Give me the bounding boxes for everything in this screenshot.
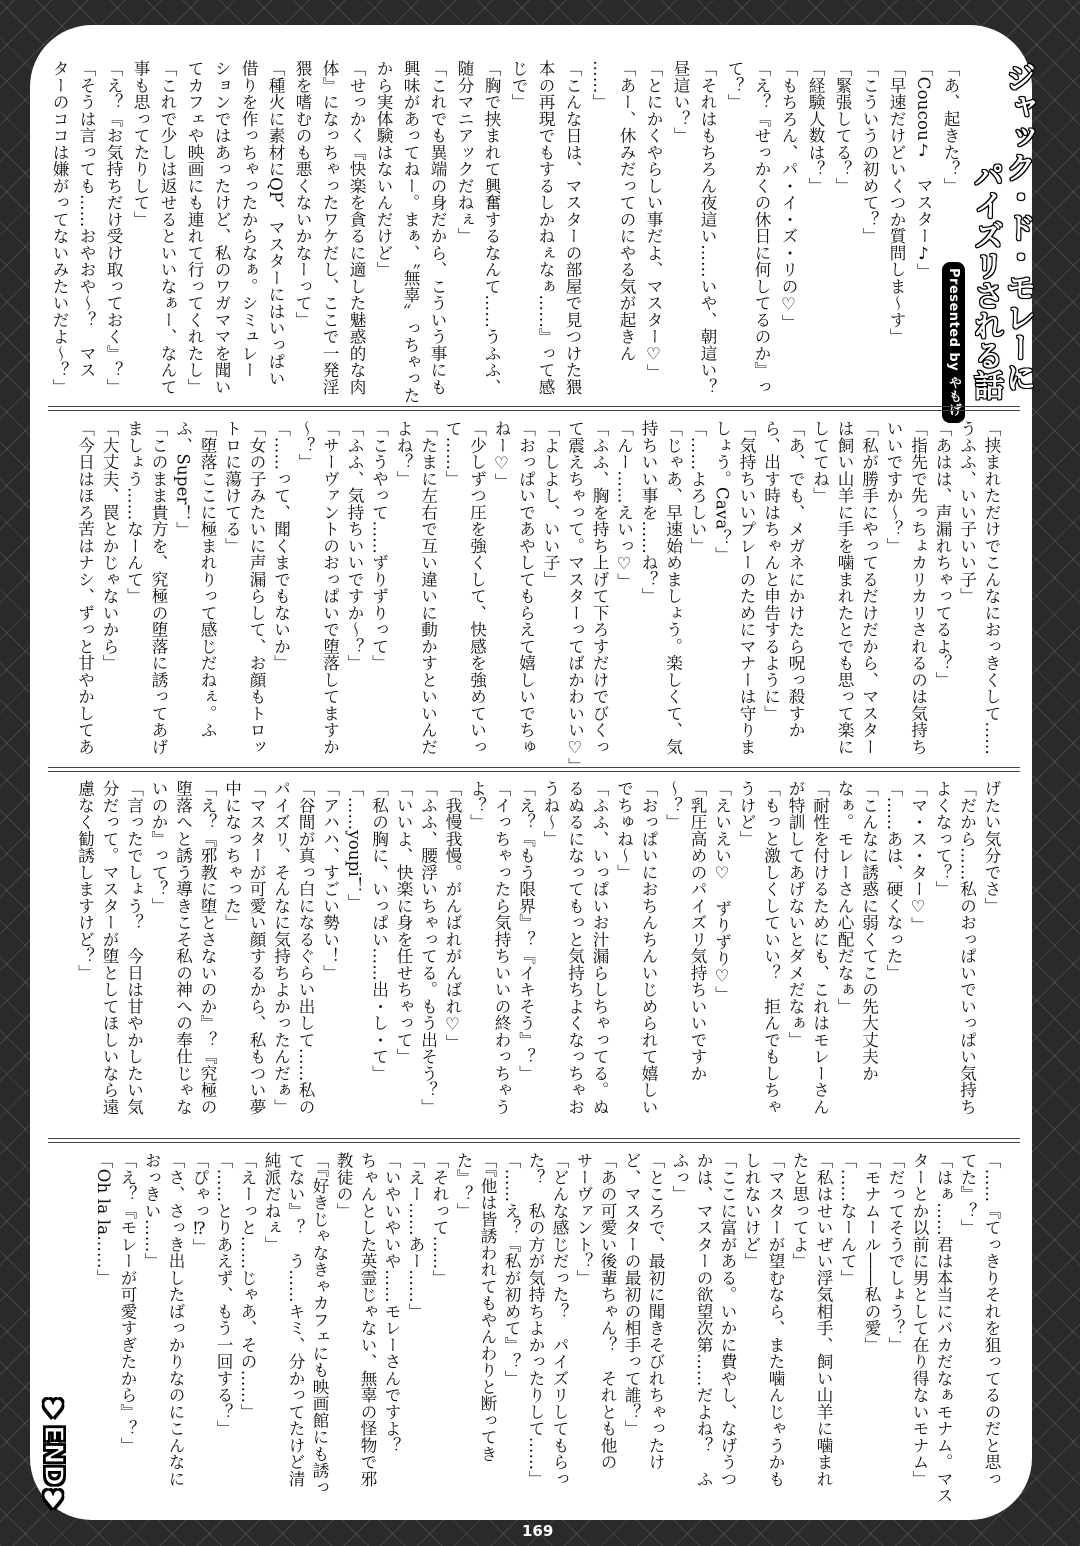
- text-line: なぁ。モレーさん心配だなぁ」: [835, 780, 854, 1015]
- text-line: 「ふふ、いっぱいお汁漏らしちゃってる。ぬ: [590, 780, 609, 1115]
- text-line: ねー♡」: [492, 420, 511, 490]
- text-line: 「え？『お気持ちだけ受け取っておく』？」: [104, 60, 123, 395]
- text-line: 体』になっちゃったワケだし、ここで一発淫: [320, 60, 339, 395]
- text-line: 中になっちゃった」: [222, 780, 242, 931]
- text-line: ら、出す時はちゃんと申告するように」: [761, 420, 781, 722]
- text-line: 「ここに富がある。いかに費やし、なげうつ: [718, 1152, 737, 1487]
- text-line: 「たまに左右で互い違いに動かすといいんだ: [418, 420, 438, 755]
- text-line: 「これで少しは返せるといいなぁー、なんて: [158, 60, 177, 395]
- text-line: 「あ、でも、メガネにかけたら呪っ殺すか: [786, 420, 805, 739]
- text-line: 「……え？『私が初めて』？」: [502, 1152, 521, 1387]
- text-line: おっきい……」: [142, 1152, 161, 1270]
- text-line: 「今日はほろ苦はナシ、ずっと甘やかしてあ: [75, 420, 95, 755]
- text-line: 「とにかくやらしい事だよ、マスター♡」: [644, 60, 663, 381]
- text-line: 分だって。マスターが堕としてほしいなら遠: [100, 780, 119, 1115]
- text-line: 「え？『モレーが可愛すぎたから』？」: [118, 1152, 137, 1454]
- text-line: 「ところで、最初に聞きそびれちゃったけ: [646, 1152, 665, 1471]
- text-line: 「マスターが望むなら、また噛んじゃうかも: [766, 1152, 785, 1487]
- text-line: 〜？」: [296, 420, 315, 471]
- text-section-3: [72, 780, 1003, 1135]
- text-line: 「経験人数は？」: [806, 60, 825, 194]
- text-line: 慮なく勧誘しますけど？」: [75, 780, 95, 981]
- text-line: 「いいよ、快楽に身を任せちゃって」: [394, 780, 413, 1065]
- text-line: 「胸で挟まれて興奮するなんて……うふふ、: [482, 60, 501, 395]
- text-line: 堕落へと誘う導きこそ私の神への奉仕じゃな: [173, 780, 193, 1115]
- text-line: 「あ、起きた？」: [941, 60, 960, 194]
- text-line: 「挟まれただけでこんなにおっきくして……: [982, 420, 1001, 755]
- text-line: じで」: [509, 60, 528, 111]
- text-line: 「ぴゃっ⁉」: [190, 1152, 209, 1255]
- text-line: いいですか〜？」: [884, 420, 903, 554]
- text-line: 「え？『せっかくの休日に何してるのか』っ: [752, 60, 771, 395]
- text-line: 「それはもちろん夜這い……いや、朝這い？: [698, 60, 717, 395]
- text-line: ターのココは嫌がってないみたいだよ〜？」: [50, 60, 69, 395]
- text-line: 「せっかく『快楽を貪るに適した魅惑的な肉: [347, 60, 366, 395]
- text-line: かは、マスターの欲望次第……だよね？ ふ: [694, 1152, 713, 1487]
- text-line: 「さ、さっき出したばっかりなのにこんなに: [166, 1152, 185, 1487]
- text-line: 借りを作っちゃったからなぁ。シミュレー: [239, 60, 258, 379]
- text-line: ……」: [590, 60, 609, 111]
- text-line: 「だから……私のおっぱいでいっぱい気持ち: [957, 780, 977, 1115]
- text-line: 「……よろしい」: [688, 420, 707, 554]
- text-line: 「大丈夫、罠とかじゃないから」: [100, 420, 119, 672]
- text-line: 「これでも異端の身だから、こういう事にも: [428, 60, 447, 395]
- section-divider: [48, 406, 1020, 411]
- title-line-2: パイズリされる話: [968, 160, 1003, 400]
- text-line: 「だってそうでしょう？」: [886, 1152, 905, 1353]
- text-line: 「こんな日は、マスターの部屋で見つけた猥: [563, 60, 582, 395]
- text-line: 「あー、休みだってのにやる気が起きん: [617, 60, 636, 362]
- text-line: が特訓してあげないとダメだなぁ」: [786, 780, 805, 1048]
- text-line: 「耐性を付けるためにも、これはモレーさん: [810, 780, 830, 1115]
- text-line: よね？」: [394, 420, 413, 487]
- text-line: 「あはは、声漏れちゃってるよ？」: [933, 420, 952, 688]
- text-line: 「堕落ここに極まれりって感じだねぇ。ふ: [198, 420, 217, 739]
- text-line: ふっ」: [670, 1152, 689, 1203]
- text-line: てた』？」: [958, 1152, 977, 1236]
- text-line: うけど」: [737, 780, 756, 847]
- text-line: 「アハハ、すごい勢い！」: [320, 780, 340, 981]
- text-line: 「……『てっきりそれを狙ってるのだと思っ: [982, 1152, 1001, 1487]
- text-line: て？」: [725, 60, 744, 111]
- text-line: 「我慢我慢。がんばれがんばれ♡」: [443, 780, 462, 1051]
- text-line: 「言ったでしょう？ 今日は甘やかしたい気: [124, 780, 144, 1115]
- text-line: てない』？ う……キミ、分かってたけど清: [286, 1152, 305, 1487]
- text-line: 「ふふ、気持ちいいですか〜？」: [345, 420, 364, 672]
- text-line: 「ふふ、腰浮いちゃってる。もう出そう？」: [418, 780, 438, 1115]
- section-divider: [48, 767, 1020, 772]
- text-line: ましょう……なーんて」: [124, 420, 144, 605]
- text-line: 「じゃあ、早速始めましょう。楽しくて、気: [663, 420, 683, 755]
- text-line: よ？」: [467, 780, 487, 831]
- text-line: 「えー……あー……」: [406, 1152, 425, 1320]
- section-divider: [48, 1138, 1020, 1143]
- text-line: て……」: [443, 420, 462, 487]
- text-line: 「え？『邪教に堕とさないのか』？『究極の: [198, 780, 217, 1115]
- text-line: 「このまま貴方を、究極の堕落に誘ってあげ: [149, 420, 168, 755]
- text-line: 「『他は皆誘われてもやんわりと断ってき: [478, 1152, 497, 1462]
- text-line: 「私が勝手にやってるだけだから、マスター: [859, 420, 879, 755]
- text-section-2: [72, 420, 1003, 775]
- text-line: パイズリ、そんなに気持ちよかったんだぁ」: [271, 780, 291, 1115]
- text-line: 「よしよし、いい子」: [541, 420, 560, 588]
- text-line: 「えいえい♡ ずりずり♡」: [712, 780, 732, 1003]
- text-line: 「マ・ス・ター♡」: [908, 780, 928, 934]
- text-line: 「ふふ、胸を持ち上げて下ろすだけでびくっ: [590, 420, 609, 755]
- title-line-1: ジャック・ド・モレーに: [1000, 62, 1035, 392]
- text-line: 「女の子みたいに声漏らして、お顔もトロッ: [247, 420, 266, 755]
- end-mark: ♥END♥: [38, 1395, 68, 1517]
- text-line: は飼い山羊に手を噛まれたとでも思って楽に: [835, 420, 854, 755]
- text-line: 「……なーんて」: [838, 1152, 857, 1286]
- text-line: 「種火に素材にQP、マスターにはいっぱい: [266, 60, 285, 387]
- text-line: うね〜」: [541, 780, 560, 847]
- text-line: ターとか以前に男として在り得ないモナム」: [910, 1152, 929, 1487]
- text-line: 「指先で先っちょカリカリされるのは気持ち: [908, 420, 928, 755]
- text-line: しててね」: [810, 420, 830, 504]
- text-line: て震えちゃって。マスターってばかわいい♡」: [565, 420, 585, 775]
- page-number: 169: [522, 1522, 554, 1540]
- text-line: 「もちろん、パ・イ・ズ・リの♡」: [779, 60, 798, 331]
- text-line: 純派だねぇ」: [262, 1152, 281, 1253]
- text-line: しれないけど」: [742, 1152, 761, 1270]
- text-section-1: [46, 60, 964, 405]
- text-section-4: [91, 1152, 1003, 1507]
- text-line: たと思ってよ」: [790, 1152, 809, 1270]
- text-line: いのか』って？」: [149, 780, 168, 914]
- text-line: 「……とりあえず、もう一回する？」: [214, 1152, 233, 1437]
- text-line: 「どんな感じだった？ パイズリしてもらっ: [550, 1152, 569, 1487]
- text-line: でちゅね〜」: [614, 780, 634, 881]
- text-line: 「こんなに誘惑に弱くてこの先大丈夫か: [859, 780, 879, 1082]
- text-line: 「少しずつ圧を強くして、快感を強めていっ: [467, 420, 487, 755]
- text-line: 「こうやって……ずりずりって」: [369, 420, 389, 672]
- text-line: てカフェや映画にも連れて行ってくれたし」: [185, 60, 204, 395]
- text-line: 「谷間が真っ白になるぐらい出して……私の: [296, 780, 315, 1115]
- text-line: トロに蕩けてる」: [222, 420, 242, 554]
- text-line: た？ 私の方が気持ちよかったりして……」: [526, 1152, 545, 1487]
- text-line: 持ちいい事を……ね？」: [639, 420, 658, 605]
- text-line: 〜？」: [663, 780, 683, 831]
- text-line: 「イっちゃったら気持ちいいの終わっちゃう: [492, 780, 511, 1115]
- text-line: サーヴァント？」: [574, 1152, 593, 1286]
- text-line: 「そうは言っても……おやおや〜？ マス: [77, 60, 96, 379]
- text-line: 「こういうの初めて？」: [860, 60, 879, 245]
- text-line: 「おっぱいであやしてもらえて嬉しいでちゅ: [516, 420, 536, 755]
- text-line: 「……って、聞くまでもないか」: [271, 420, 291, 672]
- text-line: 「……youpi！」: [345, 780, 364, 911]
- text-line: 本の再現でもするしかねぇなぁ……』って感: [536, 60, 555, 395]
- text-line: から実体験はないんだけど」: [374, 60, 393, 278]
- text-line: 「緊張してる？」: [833, 60, 852, 194]
- text-line: しょう。Cava？」: [712, 420, 732, 563]
- text-line: 興味があってねー。まぁ、〝無辜〟っちゃった: [401, 60, 420, 404]
- text-line: 「早速だけどいくつか質問しま〜す」: [887, 60, 906, 345]
- text-line: 「Coucou♪ マスター♪」: [914, 60, 933, 280]
- text-line: 「乳圧高めのパイズリ気持ちいいですか: [688, 780, 707, 1082]
- text-line: 「私の胸に、いっぱい……出・し・て」: [369, 780, 389, 1082]
- text-line: 「もっと激しくしていい？ 拒んでもしちゃ: [761, 780, 781, 1115]
- text-line: 教徒の」: [334, 1152, 353, 1219]
- text-line: 「……あは、硬くなった」: [884, 780, 903, 981]
- text-line: 「マスターが可愛い顔するから、私もつい夢: [247, 780, 266, 1115]
- text-line: うふふ、いい子いい子」: [957, 420, 977, 605]
- text-line: ちゃんとした英霊じゃない、無辜の怪物で邪: [358, 1152, 377, 1487]
- text-line: 「いやいやいや……モレーさんですよ？: [382, 1152, 401, 1454]
- text-line: た』？」: [454, 1152, 473, 1219]
- text-line: るぬるになってもっと気持ちよくなっちゃお: [565, 780, 585, 1115]
- text-line: 「えーっと……じゃあ、その……」: [238, 1152, 257, 1420]
- text-line: 昼這い？」: [671, 60, 690, 144]
- text-line: ションではあったけど、私のワガママを聞い: [212, 60, 231, 395]
- text-line: ど、マスターの最初の相手って誰？」: [622, 1152, 641, 1437]
- text-line: 「おっぱいにおちんちんいじめられて嬉しい: [639, 780, 658, 1115]
- text-line: げたい気分でさ」: [982, 780, 1001, 914]
- text-line: 「モナムール――私の愛」: [862, 1152, 881, 1353]
- text-line: 「あの可愛い後輩ちゃん？ それとも他の: [598, 1152, 617, 1471]
- text-line: 「それって……」: [430, 1152, 449, 1286]
- text-line: 「『好きじゃなきゃカフェにも映画館にも誘っ: [310, 1152, 329, 1496]
- text-line: ふ、Super！」: [173, 420, 193, 539]
- text-line: 「サーヴァントのおっぱいで堕落してますか: [320, 420, 340, 755]
- text-line: 「え？『もう限界』？『イキそう』？」: [516, 780, 536, 1082]
- text-line: 「気持ちいいプレーのためにマナーは守りま: [737, 420, 756, 755]
- text-line: 「はぁ……君は本当にバカだなぁモナム。マス: [934, 1152, 953, 1504]
- text-line: 「Oh la la……」: [94, 1152, 113, 1286]
- text-line: 事も思ってたりして」: [131, 60, 150, 228]
- text-line: 「私はせいぜい浮気相手、飼い山羊に噛まれ: [814, 1152, 833, 1487]
- text-line: 「んー……えいっ♡」: [614, 420, 634, 590]
- author-credit: Presented by やもげ: [942, 262, 965, 423]
- text-line: 猥を嗜むのも悪くないかなーって」: [293, 60, 312, 328]
- text-line: 随分マニアックだねぇ」: [455, 60, 474, 245]
- text-line: よくなって？」: [933, 780, 952, 898]
